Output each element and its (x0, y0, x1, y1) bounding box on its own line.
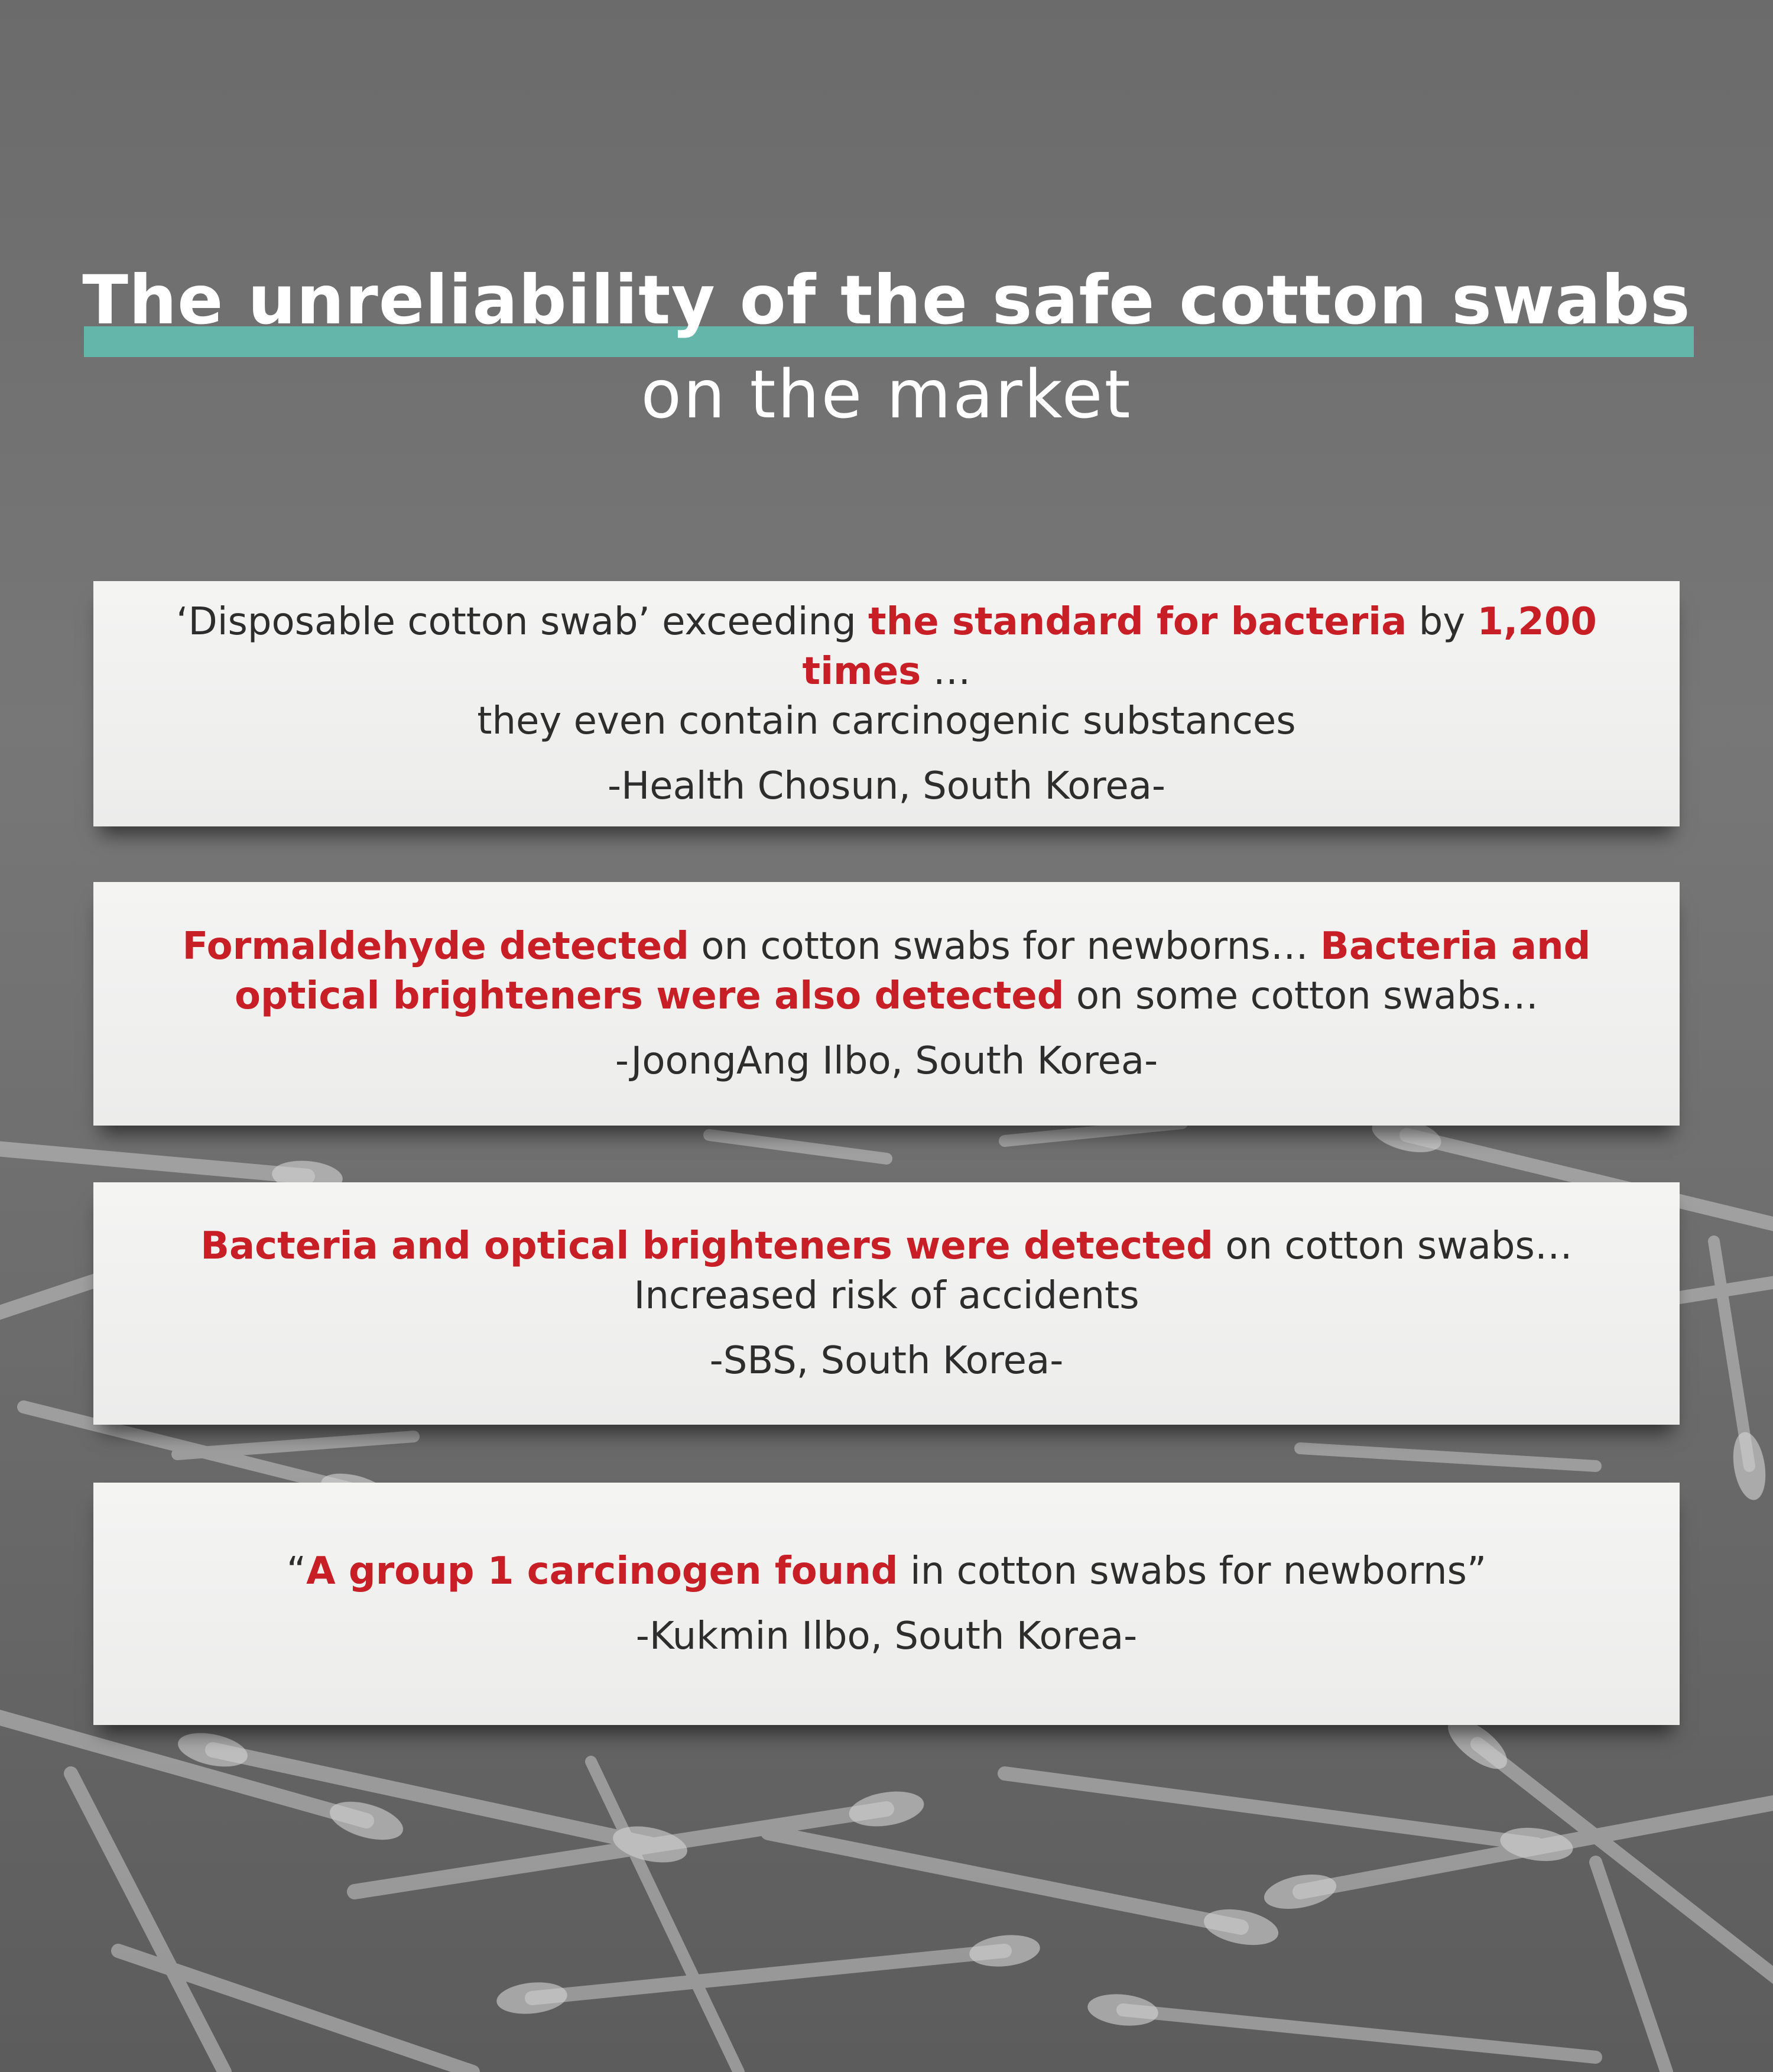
news-card-kukmin-ilbo (93, 1483, 1680, 1725)
quote-highlight: A group 1 carcinogen found (306, 1549, 898, 1593)
card-quote (93, 597, 1680, 746)
card-quote (165, 1221, 1608, 1321)
page-title: The unreliability of the safe cotton swabs (82, 261, 1691, 339)
quote-text: on cotton swabs for newborns… (689, 925, 1321, 968)
card-quote (147, 922, 1626, 1021)
quote-highlight: the standard for bacteria (868, 599, 1407, 644)
quote-text: on some cotton swabs… (1064, 974, 1538, 1018)
card-source: -Health Chosun, South Korea- (607, 764, 1166, 808)
quote-text: “ (286, 1549, 307, 1593)
card-source: -JoongAng Ilbo, South Korea- (615, 1039, 1158, 1083)
page-subtitle: on the market (641, 356, 1132, 433)
quote-text: Increased risk of accidents (634, 1274, 1139, 1318)
quote-text: on cotton swabs… (1213, 1224, 1573, 1268)
quote-text: by (1407, 599, 1478, 644)
quote-text: in cotton swabs for newborns” (898, 1549, 1487, 1593)
news-card-joongang-ilbo (93, 882, 1680, 1126)
quote-highlight: Bacteria and optical brighteners were detected (200, 1224, 1213, 1268)
card-quote (251, 1546, 1522, 1596)
quote-text: they even contain carcinogenic substances (477, 699, 1296, 743)
quote-highlight: Formaldehyde detected (182, 925, 689, 968)
card-source: -Kukmin Ilbo, South Korea- (635, 1614, 1138, 1658)
quote-highlight: Bacteria and (1320, 925, 1591, 968)
card-source: -SBS, South Korea- (709, 1339, 1064, 1383)
news-card-health-chosun (93, 581, 1680, 826)
quote-text: … (921, 649, 971, 693)
quote-highlight: optical brighteners were also detected (235, 974, 1064, 1018)
news-card-sbs (93, 1182, 1680, 1425)
quote-highlight: 1,200 times (802, 599, 1597, 693)
quote-text: ‘Disposable cotton swab’ exceeding (176, 599, 869, 644)
